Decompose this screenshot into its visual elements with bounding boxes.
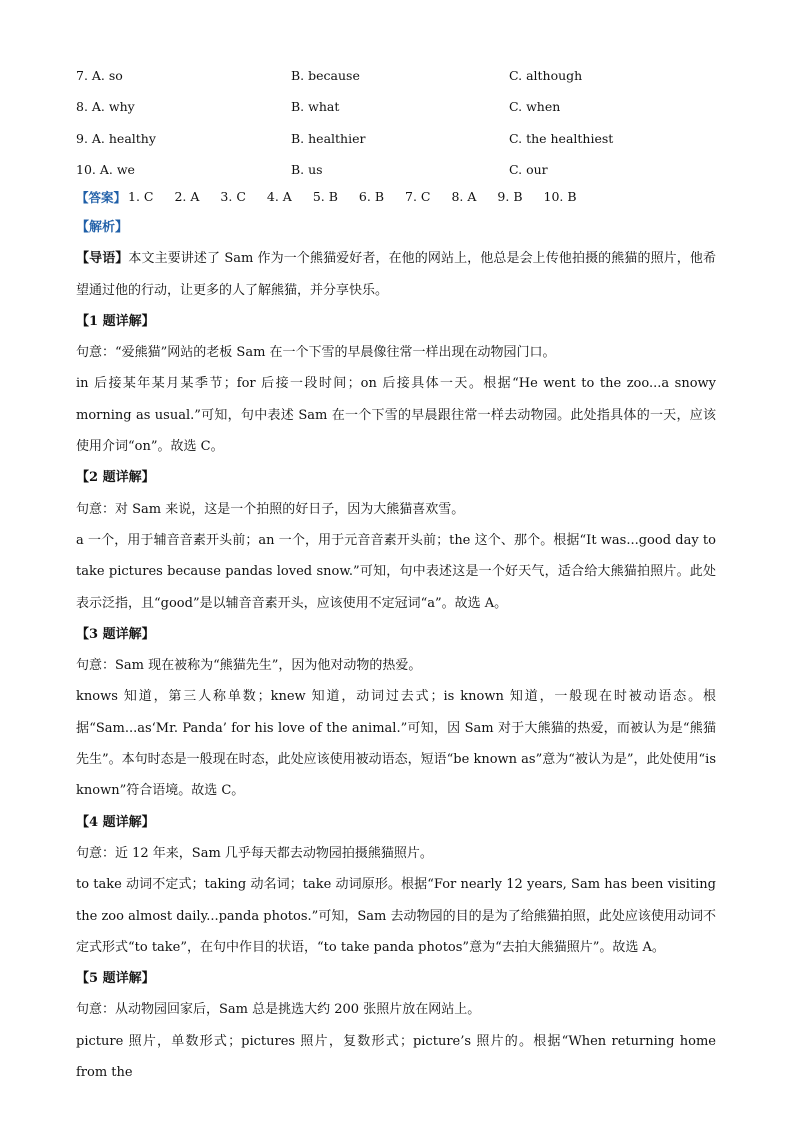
- option-row: [76, 123, 756, 154]
- analysis-body: [76, 212, 716, 1088]
- lead-text: 本文主要讲述了 Sam 作为一个熊猫爱好者，在他的网站上，他总是会上传他拍摄的熊猫的照片，他希望通过他的行动，让更多的人了解熊猫，并分享快乐。: [76, 251, 716, 298]
- answer-item: 4. A: [266, 189, 292, 204]
- analysis-heading: 【解析】: [76, 220, 129, 235]
- section-detail: picture 照片，单数形式；pictures 照片，复数形式；picture’s 照片的。根据“When returning home from the: [76, 1033, 716, 1081]
- section-detail: knows 知道，第三人称单数；knew 知道，动词过去式；is known 知道，一般现在时被动语态。根据“Sam...as‘Mr. Panda’ for his love of the animal.”可知，因 Sam 对于大熊猫的热爱，而被认为是“熊猫先生”。本句时态是一般现在时态，此处应该使用被动语态，短语“be known as”意为“被认为是”，此处使用“is known”符合语境。故选 C。: [76, 689, 716, 799]
- answer-item: 3. C: [220, 189, 246, 204]
- option-a: 8. A. why: [76, 99, 135, 115]
- option-c: C. when: [509, 99, 561, 115]
- section-detail: to take 动词不定式；taking 动名词；take 动词原形。根据“For nearly 12 years, Sam has been visiting the zoo almost daily...panda photos.”可知，Sam 去动物园的目的是为了给熊猫拍照，此处应该使用动词不定式形式“to take”，在句中作目的状语，“to take panda photos”意为“去拍大熊猫照片”。故选 A。: [76, 877, 716, 955]
- option-a: 10. A. we: [76, 162, 135, 178]
- answer-tag: 【答案】: [76, 189, 127, 205]
- option-row: [76, 91, 756, 122]
- option-b: B. what: [291, 99, 340, 115]
- option-b: B. healthier: [291, 130, 366, 146]
- section-meaning: 句意：Sam 现在被称为“熊猫先生”，因为他对动物的热爱。: [76, 658, 422, 674]
- section-meaning: 句意：“爱熊猫”网站的老板 Sam 在一个下雪的早晨像往常一样出现在动物园门口。: [76, 345, 556, 361]
- answer-item: 7. C: [405, 189, 431, 204]
- section-meaning: 句意：近 12 年来，Sam 几乎每天都去动物园拍摄熊猫照片。: [76, 845, 433, 861]
- option-b: B. us: [291, 162, 323, 178]
- answer-item: 2. A: [174, 189, 200, 204]
- section-detail: a 一个，用于辅音音素开头前；an 一个，用于元音音素开头前；the 这个、那个。根据“It was...good day to take pictures because pandas loved snow.”可知，句中表述这是一个好天气，适合给大熊猫拍照片。此处表示泛指，且“good”是以辅音音素开头，应该使用不定冠词“a”。故选 A。: [76, 532, 716, 611]
- options-block: [76, 60, 756, 185]
- section-title: 【1 题详解】: [76, 313, 155, 329]
- option-row: [76, 60, 756, 91]
- option-a: 9. A. healthy: [76, 130, 156, 146]
- answer-item: 10. B: [543, 189, 577, 204]
- option-c: C. our: [509, 162, 548, 178]
- option-c: C. the healthiest: [509, 130, 614, 146]
- section-title: 【5 题详解】: [76, 971, 155, 987]
- option-b: B. because: [291, 68, 360, 84]
- answer-item: 6. B: [358, 189, 385, 204]
- answer-item: 1. C: [128, 189, 154, 204]
- section-detail: in 后接某年某月某季节；for 后接一段时间；on 后接具体一天。根据“He went to the zoo...a snowy morning as usual.”可知，句中表述 Sam 在一个下雪的早晨跟往常一样去动物园。此处指具体的一天，应该使用介词“on”。故选 C。: [76, 376, 716, 455]
- section-title: 【2 题详解】: [76, 470, 155, 486]
- lead-paragraph: [76, 243, 716, 306]
- answer-item: 5. B: [312, 189, 338, 204]
- answer-line: [76, 181, 598, 212]
- option-a: 7. A. so: [76, 68, 123, 84]
- option-c: C. although: [509, 68, 583, 84]
- section-title: 【4 题详解】: [76, 814, 155, 830]
- answer-list: [128, 189, 598, 204]
- section-meaning: 句意：从动物园回家后，Sam 总是挑选大约 200 张照片放在网站上。: [76, 1002, 481, 1018]
- answer-item: 9. B: [497, 189, 523, 204]
- answer-item: 8. A: [451, 189, 477, 204]
- section-meaning: 句意：对 Sam 来说，这是一个拍照的好日子，因为大熊猫喜欢雪。: [76, 501, 465, 517]
- section-title: 【3 题详解】: [76, 626, 155, 642]
- lead-tag: 【导语】: [76, 251, 129, 267]
